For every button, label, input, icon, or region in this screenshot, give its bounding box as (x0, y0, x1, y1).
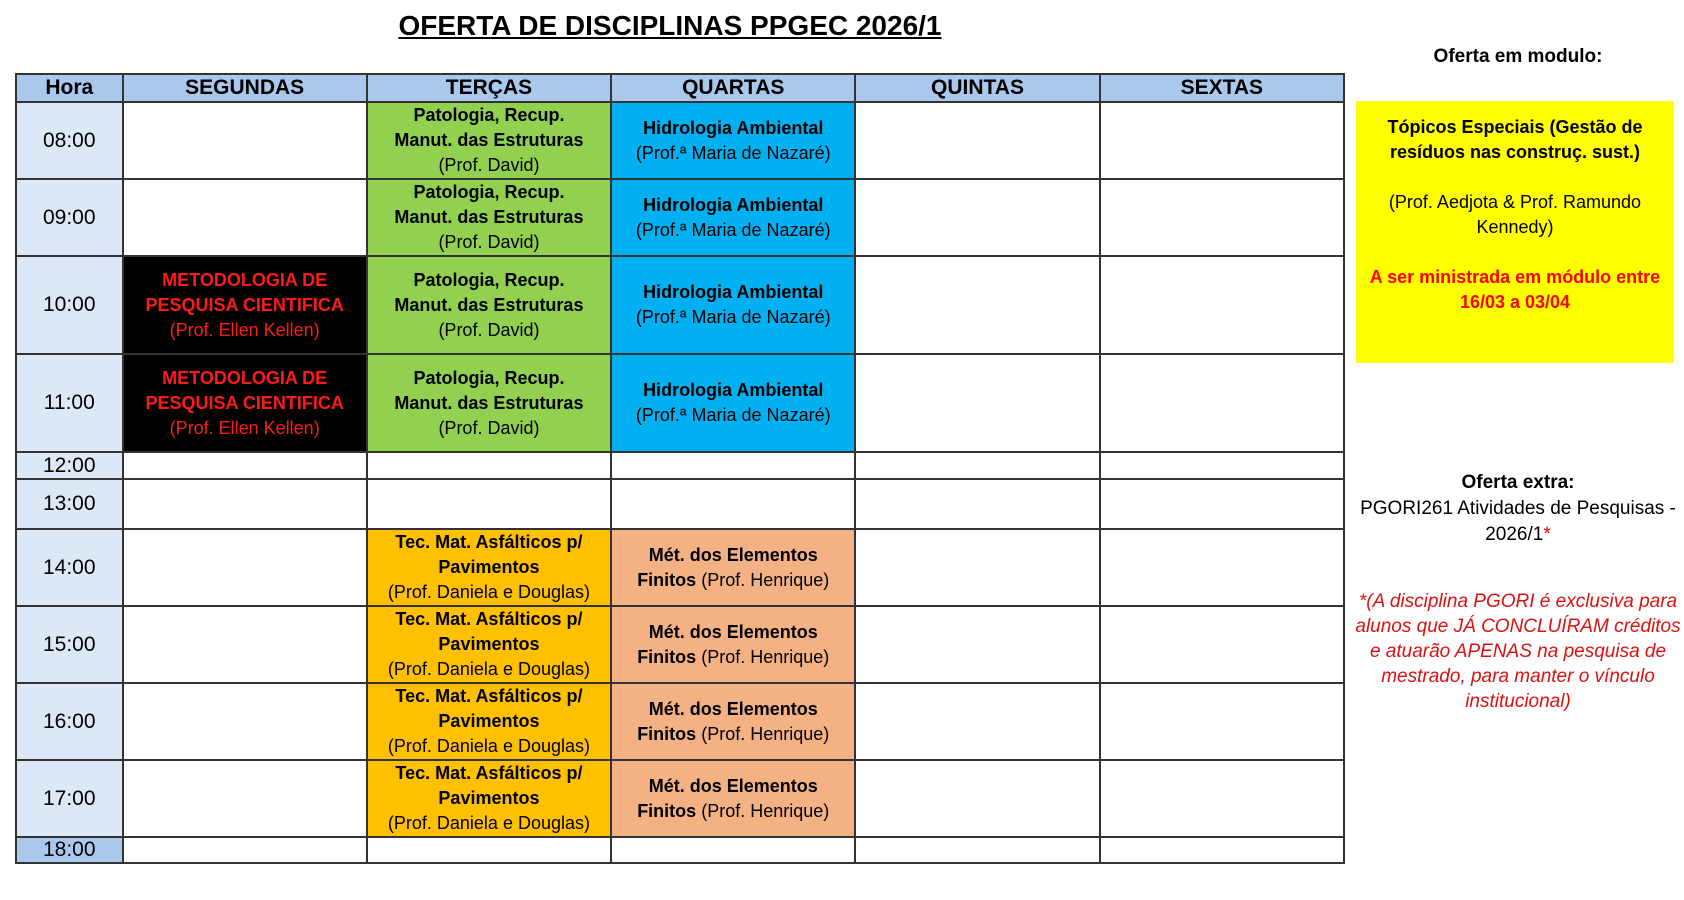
empty-cell (1100, 683, 1344, 760)
course-cell-hidrologia (611, 102, 855, 179)
modulo-box (1356, 101, 1674, 363)
course-line: Hidrologia Ambiental (643, 282, 824, 302)
course-line: Mét. dos Elementos (648, 544, 818, 565)
course-cell-hidrologia (611, 256, 855, 354)
modulo-heading: Oferta em modulo: (1433, 46, 1603, 67)
course-cell-patologia (367, 354, 611, 452)
course-line: Hidrologia Ambiental (643, 194, 824, 215)
course-line (612, 722, 854, 747)
course-prof: (Prof. Ellen Kellen) (169, 319, 320, 340)
empty-cell (123, 683, 367, 760)
empty-cell (855, 529, 1099, 606)
course-cell-asfalticos (367, 529, 611, 606)
course-prof: (Prof. Henrique) (701, 723, 830, 744)
course-line: Pavimentos (438, 711, 540, 731)
hour-cell: 14:00 (16, 529, 123, 606)
hour-cell: 16:00 (16, 683, 123, 760)
header-friday: SEXTAS (1100, 74, 1344, 102)
table-row (16, 354, 1344, 452)
empty-cell (1100, 179, 1344, 256)
hour-cell: 09:00 (16, 179, 123, 256)
course-cell-patologia (367, 179, 611, 256)
course-line-bold: Finitos (637, 723, 697, 744)
course-line: Pavimentos (438, 634, 540, 654)
course-line: Pavimentos (438, 557, 540, 577)
table-row (16, 529, 1344, 606)
course-cell-asfalticos (367, 760, 611, 837)
extra-offer (1352, 470, 1684, 548)
table-row (16, 256, 1344, 354)
empty-cell (123, 760, 367, 837)
course-cell-hidrologia (611, 179, 855, 256)
empty-cell (123, 837, 367, 863)
course-prof: (Prof. Daniela e Douglas) (387, 659, 590, 679)
course-line: Hidrologia Ambiental (643, 117, 824, 138)
empty-cell (611, 479, 855, 529)
empty-cell (855, 683, 1099, 760)
empty-cell (855, 837, 1099, 863)
course-cell-hidrologia (611, 354, 855, 452)
course-line: Manut. das Estruturas (394, 207, 584, 227)
course-cell-asfalticos (367, 606, 611, 683)
course-line: Patologia, Recup. (413, 367, 565, 388)
table-row (16, 837, 1344, 863)
header-tuesday: TERÇAS (367, 74, 611, 102)
course-line (612, 568, 854, 593)
header-monday: SEGUNDAS (123, 74, 367, 102)
course-prof: (Prof. David) (438, 319, 540, 340)
empty-cell (367, 479, 611, 529)
header-wednesday: QUARTAS (611, 74, 855, 102)
empty-cell (855, 760, 1099, 837)
course-line: PESQUISA CIENTIFICA (145, 294, 344, 315)
course-line: PESQUISA CIENTIFICA (145, 392, 344, 413)
asterisk-mark: * (1543, 524, 1551, 545)
hour-cell: 17:00 (16, 760, 123, 837)
course-prof: (Prof.ª Maria de Nazaré) (635, 142, 831, 163)
empty-cell (855, 102, 1099, 179)
course-line: Tec. Mat. Asfálticos p/ (395, 763, 583, 783)
empty-cell (855, 354, 1099, 452)
empty-cell (123, 102, 367, 179)
empty-cell (611, 452, 855, 479)
course-line: Tec. Mat. Asfálticos p/ (395, 686, 583, 706)
course-line-bold: Finitos (637, 646, 697, 667)
course-prof: (Prof. Ellen Kellen) (169, 417, 320, 438)
course-line: Patologia, Recup. (413, 269, 565, 290)
hour-cell: 11:00 (16, 354, 123, 452)
course-prof: (Prof. David) (438, 232, 540, 252)
table-row (16, 606, 1344, 683)
empty-cell (367, 837, 611, 863)
course-line-bold: Finitos (637, 800, 697, 821)
empty-cell (123, 179, 367, 256)
extra-course: PGORI261 Atividades de Pesquisas - 2026/1 (1360, 498, 1676, 545)
empty-cell (855, 452, 1099, 479)
course-cell-patologia (367, 256, 611, 354)
modulo-note: A ser ministrada em módulo entre 16/03 a 03/04 (1369, 267, 1661, 312)
extra-course-line (1352, 496, 1684, 548)
course-line: METODOLOGIA DE (162, 269, 328, 290)
course-cell-metodologia (123, 256, 367, 354)
empty-cell (1100, 102, 1344, 179)
header-row (16, 74, 1344, 102)
course-line: Tec. Mat. Asfálticos p/ (395, 609, 583, 629)
empty-cell (855, 179, 1099, 256)
course-line: Manut. das Estruturas (394, 294, 584, 315)
empty-cell (1100, 606, 1344, 683)
table-row (16, 102, 1344, 179)
empty-cell (855, 606, 1099, 683)
hour-cell: 12:00 (16, 452, 123, 479)
course-prof: (Prof.ª Maria de Nazaré) (635, 405, 831, 425)
empty-cell (123, 606, 367, 683)
course-line: Patologia, Recup. (413, 105, 565, 125)
course-cell-metodologia (123, 354, 367, 452)
empty-cell (855, 256, 1099, 354)
course-prof: (Prof. Daniela e Douglas) (387, 582, 590, 602)
empty-cell (123, 479, 367, 529)
course-line: Manut. das Estruturas (394, 392, 584, 413)
course-line: Patologia, Recup. (413, 182, 565, 202)
hour-cell: 13:00 (16, 479, 123, 529)
empty-cell (367, 452, 611, 479)
course-line: Mét. dos Elementos (648, 621, 818, 642)
empty-cell (1100, 529, 1344, 606)
course-line: Mét. dos Elementos (648, 698, 818, 719)
hour-cell: 15:00 (16, 606, 123, 683)
modulo-title: Tópicos Especiais (Gestão de resíduos nas construç. sust.) (1387, 117, 1643, 162)
modulo-prof: (Prof. Aedjota & Prof. Ramundo Kennedy) (1388, 192, 1642, 237)
course-line-bold: Finitos (637, 569, 697, 590)
extra-heading: Oferta extra: (1461, 472, 1575, 493)
course-line: Manut. das Estruturas (394, 130, 584, 150)
empty-cell (123, 452, 367, 479)
header-hora: Hora (16, 74, 123, 102)
empty-cell (1100, 760, 1344, 837)
course-line: Pavimentos (438, 788, 540, 808)
table-row (16, 760, 1344, 837)
course-prof: (Prof. Daniela e Douglas) (387, 813, 590, 833)
empty-cell (1100, 256, 1344, 354)
course-line: Tec. Mat. Asfálticos p/ (395, 532, 583, 552)
course-prof: (Prof. Henrique) (701, 800, 830, 821)
course-cell-asfalticos (367, 683, 611, 760)
course-prof: (Prof. David) (438, 155, 540, 175)
course-prof: (Prof.ª Maria de Nazaré) (635, 307, 831, 327)
hour-cell: 10:00 (16, 256, 123, 354)
course-line (612, 799, 854, 824)
course-cell-elementos (611, 760, 855, 837)
hour-cell: 18:00 (16, 837, 123, 863)
hour-cell: 08:00 (16, 102, 123, 179)
empty-cell (611, 837, 855, 863)
course-prof: (Prof. Henrique) (701, 569, 830, 590)
empty-cell (1100, 479, 1344, 529)
course-line: Mét. dos Elementos (648, 775, 818, 796)
table-row (16, 683, 1344, 760)
course-prof: (Prof. David) (438, 417, 540, 438)
empty-cell (1100, 452, 1344, 479)
course-line: METODOLOGIA DE (162, 367, 328, 388)
course-prof: (Prof.ª Maria de Nazaré) (635, 219, 831, 240)
page-title: OFERTA DE DISCIPLINAS PPGEC 2026/1 (398, 10, 942, 41)
header-thursday: QUINTAS (855, 74, 1099, 102)
course-cell-elementos (611, 606, 855, 683)
table-row (16, 452, 1344, 479)
course-cell-elementos (611, 683, 855, 760)
extra-note: *(A disciplina PGORI é exclusiva para alunos que JÁ CONCLUÍRAM créditos e atuarão APENAS na pesquisa de mestrado, para manter o vínculo institucional) (1355, 591, 1681, 712)
empty-cell (1100, 837, 1344, 863)
course-cell-patologia (367, 102, 611, 179)
course-cell-elementos (611, 529, 855, 606)
empty-cell (855, 479, 1099, 529)
course-line (612, 645, 854, 670)
course-prof: (Prof. Daniela e Douglas) (387, 736, 590, 756)
table-row (16, 479, 1344, 529)
course-prof: (Prof. Henrique) (701, 646, 830, 667)
schedule-table (15, 73, 1345, 864)
empty-cell (123, 529, 367, 606)
table-row (16, 179, 1344, 256)
course-line: Hidrologia Ambiental (643, 380, 824, 400)
empty-cell (1100, 354, 1344, 452)
